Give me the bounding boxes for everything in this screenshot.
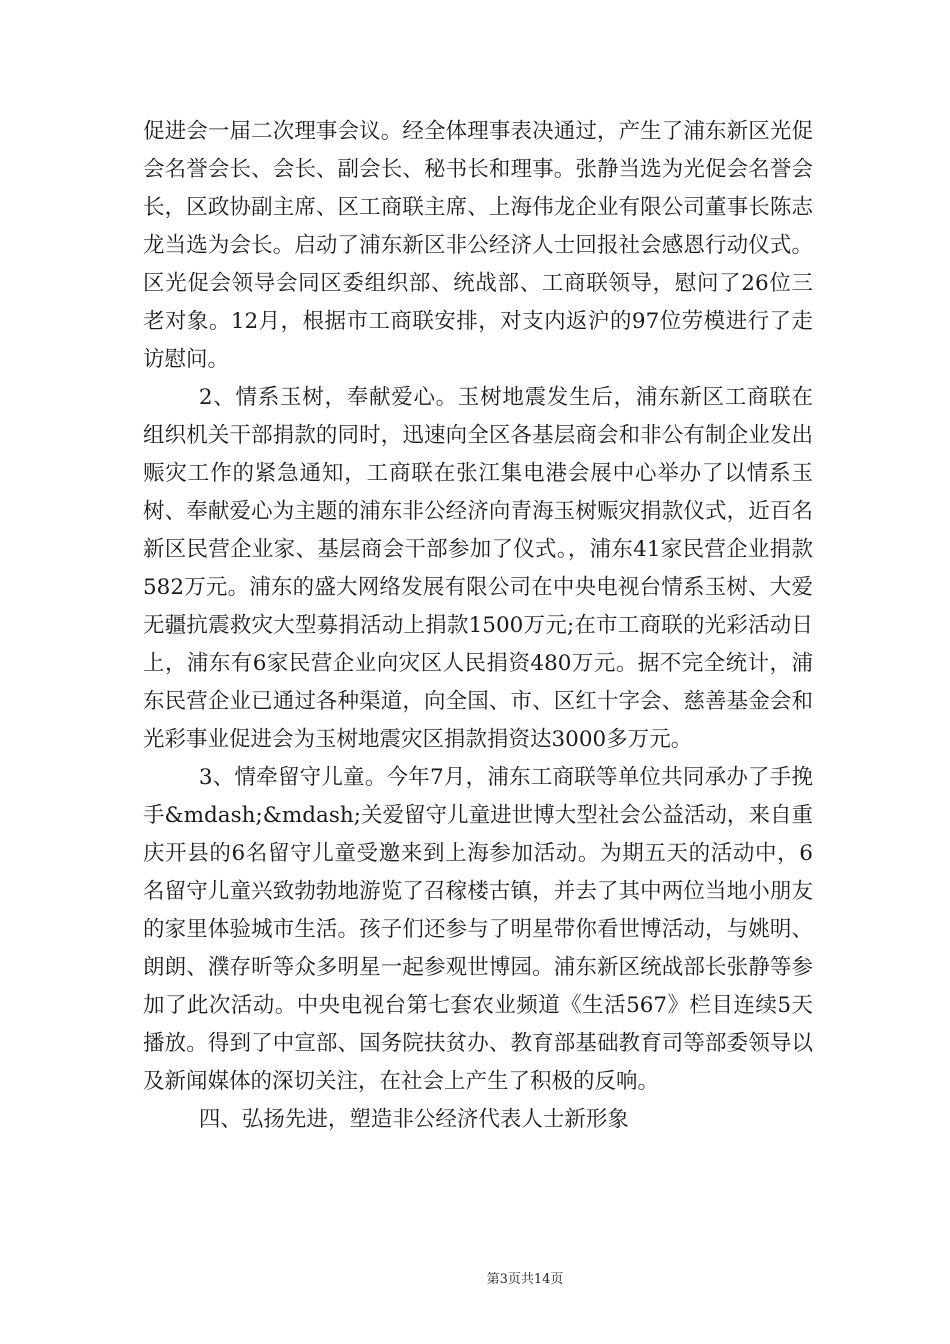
section-heading: 四、弘扬先进，塑造非公经济代表人士新形象 bbox=[198, 1107, 629, 1132]
paragraph-1: 促进会一届二次理事会议。经全体理事表决通过，产生了浦东新区光促会名誉会长、会长、副会长、秘书长和理事。张静当选为光促会名誉会长，区政协副主席、区工商联主席、上海伟龙企业有限公司董事长陈志龙当选为会长。启动了浦东新区非公经济人士回报社会感恩行动仪式。区光促会领导会同区委组织部、统战部、工商联领导，慰问了26位三老对象。12月，根据市工商联安排，对支内返沪的97位劳模进行了走访慰问。 bbox=[143, 119, 813, 372]
page-number: 第3页共14页 bbox=[486, 1272, 564, 1287]
page-footer bbox=[0, 1268, 950, 1287]
paragraph-3: 3、情牵留守儿童。今年7月，浦东工商联等单位共同承办了手挽手&mdash;&mdash;关爱留守儿童进世博大型社会公益活动，来自重庆开县的6名留守儿童受邀来到上海参加活动。为期五天的活动中，6名留守儿童兴致勃勃地游览了召稼楼古镇，并去了其中两位当地小朋友的家里体验城市生活。孩子们还参与了明星带你看世博活动，与姚明、朗朗、濮存昕等众多明星一起参观世博园。浦东新区统战部长张静等参加了此次活动。中央电视台第七套农业频道《生活567》栏目连续5天播放。得到了中宣部、国务院扶贫办、教育部基础教育司等部委领导以及新闻媒体的深切关注，在社会上产生了积极的反响。 bbox=[143, 765, 813, 1094]
document-body bbox=[143, 113, 813, 1139]
paragraph-2: 2、情系玉树，奉献爱心。玉树地震发生后，浦东新区工商联在组织机关干部捐款的同时，迅速向全区各基层商会和非公有制企业发出赈灾工作的紧急通知，工商联在张江集电港会展中心举办了以情系玉树、奉献爱心为主题的浦东非公经济向青海玉树赈灾捐款仪式，近百名新区民营企业家、基层商会干部参加了仪式。，浦东41家民营企业捐款582万元。浦东的盛大网络发展有限公司在中央电视台情系玉树、大爱无疆抗震救灾大型募捐活动上捐款1500万元;在市工商联的光彩活动日上，浦东有6家民营企业向灾区人民捐资480万元。据不完全统计，浦东民营企业已通过各种渠道，向全国、市、区红十字会、慈善基金会和光彩事业促进会为玉树地震灾区捐款捐资达3000多万元。 bbox=[143, 385, 813, 752]
